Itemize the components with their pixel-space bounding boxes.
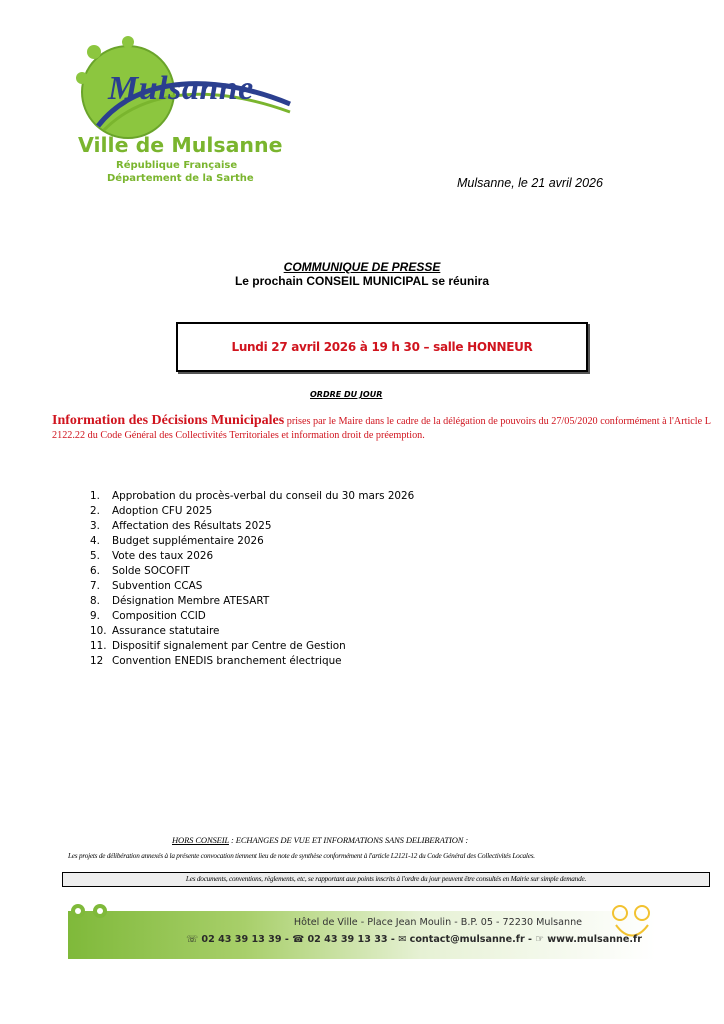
hors-conseil-label: HORS CONSEIL	[172, 835, 229, 845]
documents-note: Les documents, conventions, règlements, etc, se rapportant aux points inscrits à l'ordre du jour peuvent être consultés en Mairie sur simple demande.	[185, 875, 587, 883]
agenda-item-label: Assurance statutaire	[112, 625, 220, 637]
agenda-item-label: Adoption CFU 2025	[112, 505, 213, 517]
decisions-info-lead: Information des Décisions Municipales	[52, 413, 285, 428]
logo-department: Département de la Sarthe	[107, 173, 254, 184]
press-subtitle: Le prochain CONSEIL MUNICIPAL se réunira	[234, 274, 490, 288]
meeting-date: Lundi 27 avril 2026 à 19 h 30 – salle HONNEUR	[231, 340, 533, 354]
agenda-item-number: 4.	[90, 535, 100, 547]
agenda-item-label: Budget supplémentaire 2026	[112, 535, 264, 547]
footer-contact: ☏ 02 43 39 13 39 - ☎ 02 43 39 13 33 - ✉ contact@mulsanne.fr - ☞ www.mulsanne.fr	[186, 934, 642, 945]
agenda-item-number: 2.	[90, 505, 100, 517]
agenda-item-number: 5.	[90, 550, 100, 562]
meeting-date-box	[176, 322, 588, 372]
agenda-list	[90, 489, 414, 669]
press-title: COMMUNIQUE DE PRESSE	[283, 260, 441, 274]
agenda-item	[90, 654, 414, 669]
town-logo	[68, 34, 298, 184]
logo-wordmark: Mulsanne	[108, 70, 254, 107]
agenda-item-number: 3.	[90, 520, 100, 532]
agenda-item-number: 1.	[90, 490, 100, 502]
agenda-item-label: Convention ENEDIS branchement électrique	[112, 655, 342, 667]
decisions-info-text: prises par le Maire dans le cadre de la délégation de pouvoirs du 27/05/2020 conformément à l'Article L 2122.22 du Code Général des Collectivités Territoriales et information droit de préemption.	[52, 416, 711, 441]
agenda-item-number: 6.	[90, 565, 100, 577]
agenda-item-label: Subvention CCAS	[112, 580, 203, 592]
agenda-item-label: Vote des taux 2026	[112, 550, 214, 562]
hors-conseil-text: : ECHANGES DE VUE ET INFORMATIONS SANS DELIBERATION :	[228, 835, 469, 845]
agenda-item	[90, 609, 414, 624]
agenda-item-label: Désignation Membre ATESART	[112, 595, 270, 607]
agenda-item-label: Approbation du procès-verbal du conseil du 30 mars 2026	[112, 490, 415, 502]
footer-address: Hôtel de Ville - Place Jean Moulin - B.P. 05 - 72230 Mulsanne	[293, 917, 583, 928]
agenda-item-number: 11.	[90, 640, 107, 652]
agenda-item-number: 10.	[90, 625, 107, 637]
hors-conseil-line	[172, 835, 468, 845]
agenda-item	[90, 489, 414, 504]
documents-note-box	[62, 872, 710, 887]
agenda-item	[90, 594, 414, 609]
agenda-item-label: Dispositif signalement par Centre de Gestion	[112, 640, 346, 652]
agenda-item	[90, 519, 414, 534]
logo-republic: République Française	[116, 160, 238, 171]
date-line: Mulsanne, le 21 avril 2026	[457, 176, 603, 190]
agenda-title: ORDRE DU JOUR	[310, 390, 383, 399]
agenda-item-number: 9.	[90, 610, 100, 622]
frog-mascot-icon	[68, 899, 112, 939]
agenda-item	[90, 564, 414, 579]
agenda-item-label: Solde SOCOFIT	[112, 565, 190, 577]
agenda-item	[90, 624, 414, 639]
agenda-item-label: Composition CCID	[112, 610, 206, 622]
projets-note: Les projets de délibération annexés à la présente convocation tiennent lieu de note de synthèse conformément à l'article L2121-12 du Code Général des Collectivités Locales.	[68, 852, 535, 860]
agenda-item	[90, 534, 414, 549]
agenda-item	[90, 579, 414, 594]
agenda-item	[90, 639, 414, 654]
logo-town-name: Ville de Mulsanne	[78, 133, 283, 157]
footer-banner	[68, 905, 656, 959]
agenda-item	[90, 504, 414, 519]
decisions-info	[52, 414, 714, 443]
agenda-item-number: 8.	[90, 595, 100, 607]
agenda-item-number: 7.	[90, 580, 100, 592]
agenda-item	[90, 549, 414, 564]
agenda-item-label: Affectation des Résultats 2025	[112, 520, 272, 532]
agenda-item-number: 12	[90, 655, 104, 667]
